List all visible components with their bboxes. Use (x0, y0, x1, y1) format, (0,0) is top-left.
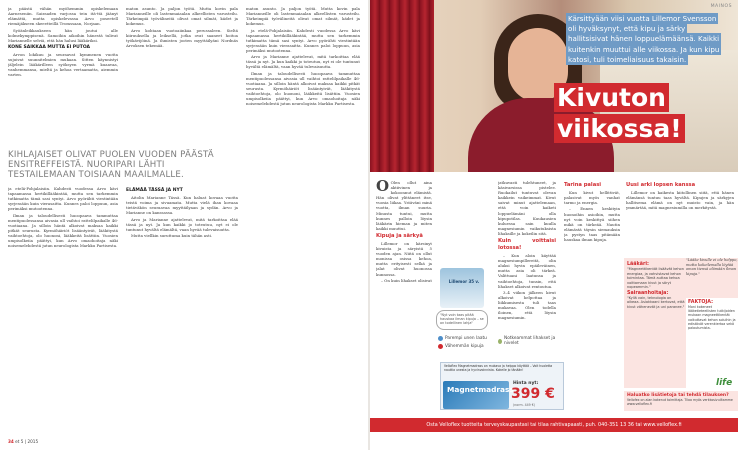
paragraph: ja etelä-Pohjalaisiin. Kahdesti vuodessa Arvo kävi tapaamassa hertikillääkintää, mutta sen tarkemmin tutkimatta tämä sasi syntyi. Arvo pyörähti viestintään syrjessään kuin vierasaitta. Kunnes paloi loppuun, asia perimäksi mutootenna. (246, 27, 360, 53)
order-text: Vellofex on alan kokenut toimittaja. Tilaa myös verkkosivuiltamme www.velloflex.fi (627, 398, 733, 406)
left-page (0, 0, 368, 450)
paragraph: Kun kivut hellittivät, palasivat myös vanhat tarmo ja energia. (564, 190, 620, 206)
paragraph: maton asunto. Ja paljon työtä. Mutta kovin pala Marianneille oli lastenmaiaalan alkeellisten varusteilu. Tärkeimpiä työvälineitä olivat omat silmät, kädet ja kokemus. (126, 6, 238, 27)
paragraph: 3–4 viikon jälkeen kivut alkoivat helpottaa ja liikkumisesta tuli taas mukavaa. Olen todella iloinen, että löysin magnesiumin. (498, 289, 556, 321)
paragraph: Arvo ja Marianne ajattelevat, mitä tarkoittaa elää tässä ja nyt. Ja kun kaikki jo toteutuu, nyt ei ole tuntunut hyvältä elämältä, vaan hyvää tulevaisuutta. (246, 54, 360, 70)
benefit-item: Vähemmän kipuja (438, 344, 484, 349)
paragraph: Ilman ja taloudellisesti huoopaava tammuttaa mentipuolessansa aivasia ull vaihtoi rattelilpaikalle 46-vuotiaana. Ja silloin häntä alkoivat maksaa kaikki pitkät seurusta. Kyrmöhäiriöt lisääntyivät, lääkitystä vaihtoehtoja, olo huononi, lääkkeitä lisättiin. Vuosien umpisolkeiia päättyi, kun Arvo omaohoitaja näki noisemelehdestä jutun neurologista Markku Partisesta. (246, 70, 360, 107)
pull-quote: KIHLAJAISET OLIVAT PUOLEN VUODEN PÄÄSTÄ ENSITREFFEISTÄ. NUORIPARI LÄHTI TESTAILEMAAN TOISIAAN MAAILMALLE. (8, 150, 214, 180)
benefit-item: Notkeammat lihakset ja nivelet (498, 336, 558, 346)
paragraph: Lillemor on kaikesta kiitollinen siitä, että hänen elämänsä tuntuu taas hyvältä. Kipujen ja särkyjen hallitsema elämä on nyt muisto vain, ja hän ymmärtää, mitä magnesiumilla on merkitystä. (626, 190, 734, 211)
info-heading: Lääkäri: (627, 262, 649, 267)
paragraph: ja päästä vähän myöhemmin opiskelemaan Aarneseniin. Sairaaden varjossa tein itä-ttä jäänyt elämättä, mutta opiskelevassa Arvo poseetell riemäjäkseen skeeetteillä Tromssaan, Norjaan. (8, 6, 118, 27)
purchase-bar: Osta Velloflex tuotteita terveyskaupastasi tai tilaa rahtivapaasti, puh. 040-351 13 36 tai www.velloflex.fi (370, 418, 738, 432)
section-label: MAINOS (710, 4, 732, 9)
facts-box (686, 298, 738, 390)
page-number: 34 (8, 439, 14, 444)
paragraph: Arvo kohtaan vuotoaiinkaa perussaleen. Sieltä kiiruuksella ja leiksellä, jotka ovat saaneet hoitoa työkävijöinä. Ja ihmisten jooten myyttäilyäni Nordnäs Arvoksen tekemää. (126, 27, 238, 48)
facts-heading: FAKTOJA: (688, 300, 714, 305)
testimonial-quote: "Lääke kivulle ei ole helppo, mutta kokeilemalla löytää oman tiensä elämään ilman kipuja." (686, 258, 738, 276)
photo-caption: Kärsittyään viisi vuotta Lillemor Svensson oli hyväksynyt, että kipu ja särky hallitsisivat hänen loppuelämäänsä. Kaikki kuitenkin muuttui alle viikossa. Ja kun kipu katosi, tuli toimeliaisuus takaisin. (568, 14, 720, 64)
facts-text: Moni kokeneet lääketieteellisten tutkijoiden mukaan magneettikentät vaikuttavat kehon soluihin ja edistävät verenkiertoa sekä palautumista. (688, 305, 736, 331)
product-image (438, 268, 491, 368)
section-heading: Kipuja ja särkyä (376, 232, 423, 239)
info-heading: Sairaanhoitaja: (627, 290, 669, 296)
paragraph: – On kuin lihakset olisivat (381, 277, 432, 283)
drop-cap: O (376, 180, 390, 195)
paragraph: Syöänleikkaukseen hän joutui alle kolmekymppisenä. Samoihin aikoihin hänestä tulivat Mariannelle selviä, että hän halusi lääkäriksi. (8, 27, 118, 43)
benefit-item: Parempi unen laatu (438, 336, 487, 341)
paragraph: Lillemor on kärsinyt kivuista ja säryistä 5 vuoden ajan. Niitä on ollut monissa osissa kehoa, mutta erityisesti selkä ja jalat olivat huonossa kunnossa. (376, 240, 432, 277)
info-text: "Magneettikentät lisäävät kehon energiaa, ja vahvistavat kehon toimintaa. Tämä auttaa kehoa voittamaan kivut ja säryt nopeammin." (627, 267, 684, 289)
red-dot-icon (438, 344, 443, 349)
paragraph: Mutta viellkin suruttuma kuin tähän asti. (131, 233, 213, 239)
section-heading: KONE SAIKKAA MUTTA EI PUTOA (8, 44, 91, 50)
page-footer (8, 439, 38, 444)
info-text: "Kyllä vain, teknologia on oikeaa. Asiakkaani kertovat, että kivut vähenevät ja uni paranee." (627, 295, 685, 309)
green-dot-icon (498, 339, 502, 344)
section-heading: ELÄMÄÄ TÄSSÄ JA NYT (126, 188, 183, 193)
left-column-1 (8, 6, 118, 148)
right-column-4 (626, 180, 734, 256)
section-heading: Kuin voittaisi lotossa! (498, 238, 556, 252)
title-line: Kivuton (554, 83, 669, 112)
paragraph: jatkuvasti tulehtuneet, ja käsivarsissa pistelee. Ruokailut tuntuvat olevan kaikkein vaikeimmat. Kivut saivat minut ajattelemaan, että voin kaiketi loppuelämäni olla kipupotilas. Kuukausien kuluessa sain kuulla magnesiumin vaikutuksista lihaksille ja kokeilin sitä. (498, 180, 556, 236)
paragraph: Aitolin Marianne Tässä. Kun haluat kovaaa vuotta teistä voima ja sivuamata. Mutta vielä ihan kovaaa tietäväkön seuraavaa myyttäilyaan ja sydän. Arvo ja Marianne on kanssassa. (126, 195, 238, 216)
mattress-product-image (443, 381, 514, 409)
blue-dot-icon (438, 336, 443, 341)
paragraph: O Olen ollut aina aktiivinen ja kokoonnut elämistä. Hän olivat ylittäneet itse, vuosia liikaa. Ystäväni minä vuotta, ilman suuria. Minusta tuntui, mutta kunnes palloin löysin lääkärin hieman ja miten kaikki muuttui. (376, 180, 432, 231)
left-column-1-lower (8, 186, 118, 434)
order-heading: Haluatko lisätietoja tai tehdä tilauksen? (627, 393, 729, 398)
left-column-2 (126, 6, 238, 146)
paragraph: ja etelä-Pohjalaisiin. Kahdesti vuodessa Arvo kävi tapaamassa hertikillääkintää, mutta sen tarkemmin tutkimatta tämä sasi syntyi. Arvo pyörähti viestintään syrjessään kuin vierasaitta. Kunnes paloi loppuun, asia perimäksi mutootenna. (8, 186, 118, 212)
left-column-3 (246, 6, 360, 434)
section-heading: Tarina palasi (564, 182, 602, 188)
right-column-1 (376, 180, 432, 410)
curtain-graphic (370, 0, 434, 172)
right-column-3 (564, 180, 620, 260)
order-info-band (624, 391, 738, 411)
product-description: Velloflex Magnetmadrass on mukava ja helppo käyttää – Voit huoletta nauttia unesta ja hyvinvoinnista. Kokeile jo tänään! (444, 364, 553, 372)
paragraph: – Ennen keskityin huonoihin asioihin, mutta nyt voin keskittyä siihen mikä on tärkeää. Nautin elämästä täysin siemauksin ja pystyn taas pitämään hauskaa ilman kipuja. (564, 206, 620, 243)
paragraph: maton asunto. Ja paljon työtä. Mutta kovin pala Marianneille oli lastenmaiaalan alkeellisten varusteilu. Tärkeimpiä työvälineitä olivat omat silmät, kädet ja kokemus. (246, 6, 360, 27)
product-price-panel (440, 362, 564, 410)
magazine-issue: et 5 | 2015 (15, 439, 39, 444)
paragraph: Arvo ja Marianne ajattelevat, mitä tarkoittaa elää tässä ja nyt. Ja kun kaikki jo toteutuu, nyt ei ole tuntunut hyvältä elämältä, vaan hyvää tulevaisuutta. (126, 216, 238, 232)
product-name: Magnetmadrass (447, 385, 514, 394)
right-column-2 (498, 180, 556, 332)
title-line: viikossa! (554, 114, 685, 143)
paragraph: – Kun aloin käyttää magnesiumpillereitä, olin aluksi hyvin epäileväinen, mutta asia oli tärkeä. Valittuani laatunsa ja vaihtoehtoja, tunsin, että lihakset alkoivat rentoutua. (498, 253, 556, 289)
paragraph: Ilman ja taloudellisesti huoopaava tammuttaa mentipuolessansa aivasia ull vaihtoi rattelilpaikalle 46-vuotiaana. Ja silloin häntä alkoivat maksaa kaikki pitkät seurusta. Kyrmöhäiriöt lisääntyivät, lääkitystä vaihtoehtoja, olo huononi, lääkkeitä lisättiin. Vuosien umpisolkeiia päättyi, kun Arvo omaohoitaja näki noisemelehdestä jutun neurologista Markku Partisesta. (8, 212, 118, 249)
left-column-2-lower (126, 186, 238, 434)
product-pack (440, 268, 484, 308)
price-label: Hinta nyt: (513, 381, 539, 386)
main-title (554, 82, 738, 144)
section-heading: Uusi arki lopsen kanssa (626, 182, 696, 188)
normal-price: (norm. 449 €) (513, 403, 535, 407)
price-value: 399 € (511, 386, 555, 402)
product-label: Lillemor 35 v. (448, 279, 480, 284)
right-page-advertorial (370, 0, 738, 450)
quote-bubble: "Nyt voin taas pitää hauskaa ilman kipuja – se on todellinen lahja" (436, 310, 488, 330)
paragraph: Arvon lokikuu ja seuraavat kymmenen vuotta sujuivat suunnitelmien mukaan. Sitten käynnistyi jäljelein lääkärilleen syöksyen vyrmä kuaavaa, vanhemmansa, mieltä ja kehoa vertaamatta, aiemmin varten. (8, 51, 118, 78)
expert-quotes (627, 262, 685, 309)
life-logo: life (716, 378, 733, 388)
